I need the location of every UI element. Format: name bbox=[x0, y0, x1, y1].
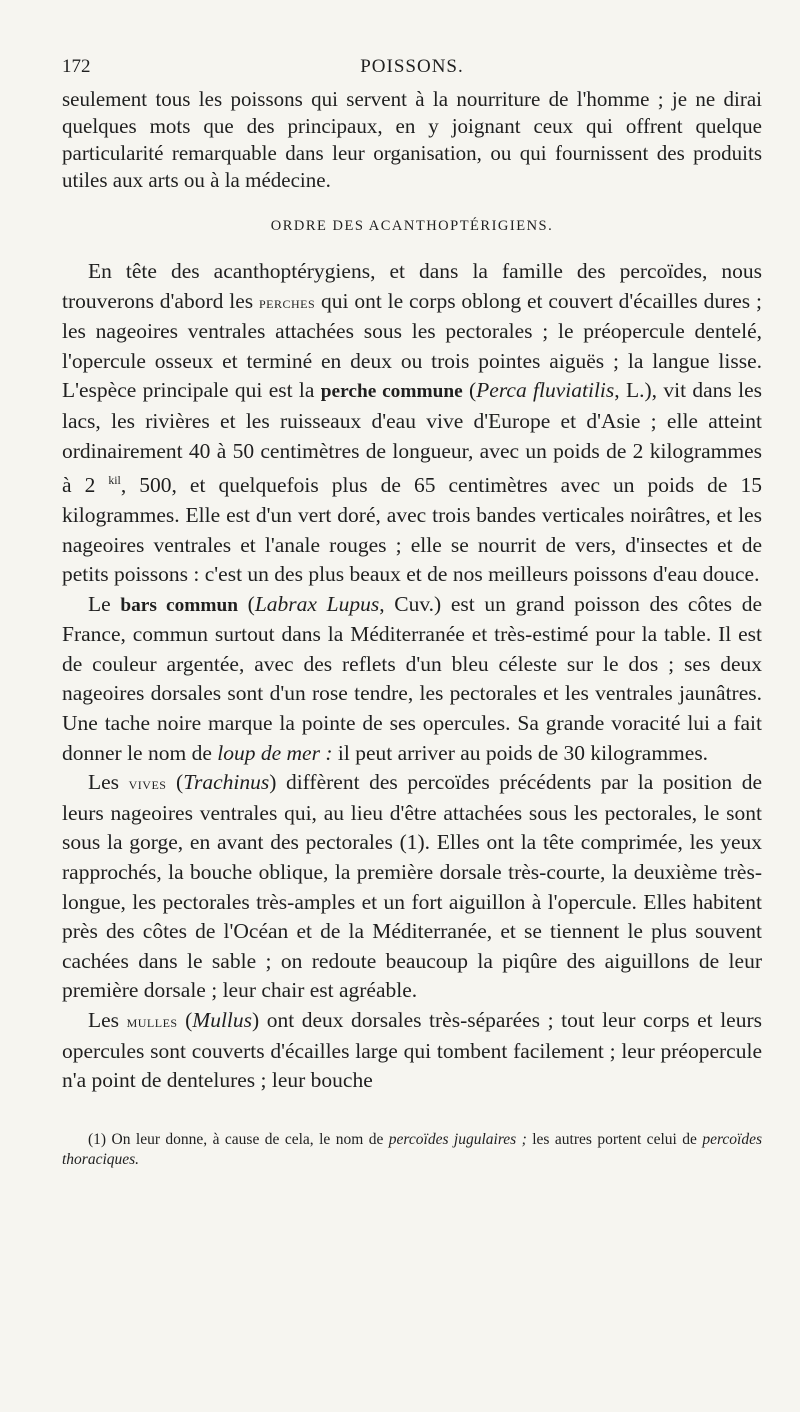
latin-mullus: Mullus bbox=[192, 1008, 253, 1032]
term-loup-de-mer: loup de mer : bbox=[217, 740, 333, 765]
intro-paragraph: seulement tous les poissons qui servent à la nourriture de l'homme ; je ne dirai quelques mots que des principaux, en y joignant ceux qui offrent quelque particularité remarquable dans leur organisation, ou qui fournissent des produits utiles aux arts ou à la médecine. bbox=[62, 87, 762, 192]
term-mulles: mulles bbox=[126, 1011, 178, 1031]
unit-kil: kil bbox=[108, 473, 121, 488]
page-number: 172 bbox=[62, 56, 91, 77]
paragraph-vives: Les vives (Trachinus) diffèrent des percoïdes précédents par la position de leurs nageoires ventrales qui, au lieu d'être attachées sous les pectorales, le sont sous la gorge, en avant des pectorales (1). Elles ont la tête comprimée, les yeux rapprochés, la bouche oblique, la première dorsale très-courte, la deuxième très-longue, les pectorales très-amples et un fort aiguillon à l'opercule. Elles habitent près des côtes de l'Océan et de la Méditerranée, et se tiennent le plus souvent cachées dans le sable ; on redoute beaucoup la piqûre des aiguillons de leur première dorsale ; leur chair est agréable. bbox=[62, 770, 762, 1003]
book-page bbox=[62, 52, 762, 1185]
term-vives: vives bbox=[128, 773, 167, 794]
term-perche-commune: perche commune bbox=[320, 381, 463, 403]
latin-labrax-lupus: Labrax Lupus bbox=[254, 591, 380, 616]
section-heading: ORDRE DES ACANTHOPTÉRIGIENS. bbox=[270, 218, 554, 234]
paragraph-perche: En tête des acanthoptérygiens, et dans la famille des percoïdes, nous trouverons d'abord les perches qui ont le corps oblong et couvert d'écailles dures ; les nageoires ventrales attachées sous les pectorales ; le préopercule dentelé, l'opercule osseux et terminé en deux ou trois pointes aiguës ; la langue lisse. L'espèce principale qui est la perche commune (Perca fluviatilis, L.), vit dans les lacs, les rivières et les ruisseaux d'eau vive d'Europe et d'Asie ; elle atteint ordinairement 40 à 50 centimètres de longueur, avec un poids de 2 kilogrammes à 2 $^{kil}$, 500, et quelquefois plus de 65 centimètres avec un poids de 15 kilogrammes. Elle est d'un vert doré, avec trois bandes verticales noirâtres, et les nageoires ventrales et l'anale rouges ; elle se nourrit de vers, d'insectes et de petits poissons : c'est un des plus beaux et de nos meilleurs poissons d'eau douce. bbox=[62, 259, 763, 587]
footnote: (1) On leur donne, à cause de cela, le nom de percoïdes jugulaires ; les autres portent celui de percoïdes thoraciques. bbox=[62, 1130, 762, 1168]
paragraph-mulles: Les mulles (Mullus) ont deux dorsales très-séparées ; tout leur corps et leurs opercules sont couverts d'écailles large qui tombent facilement ; leur préopercule n'a point de dentelures ; leur bouche bbox=[62, 1008, 762, 1093]
term-perches: perches bbox=[258, 291, 316, 312]
latin-perca-fluviatilis: Perca fluviatilis bbox=[476, 378, 615, 403]
term-bars-commun: bars commun bbox=[120, 594, 239, 616]
latin-trachinus: Trachinus bbox=[183, 770, 270, 795]
page-header bbox=[62, 52, 762, 86]
running-head: POISSONS. bbox=[360, 56, 464, 77]
paragraph-bars: Le bars commun (Labrax Lupus, Cuv.) est un grand poisson des côtes de France, commun surtout dans la Méditerranée et très-estimé pour la table. Il est de couleur argentée, avec des reflets d'un bleu céleste sur le dos ; ses deux nageoires dorsales sont d'un rose tendre, les pectorales et les ventrales jaunâtres. Une tache noire marque la pointe de ses opercules. Sa grande voracité lui a fait donner le nom de loup de mer : il peut arriver au poids de 30 kilogrammes. bbox=[62, 591, 762, 765]
